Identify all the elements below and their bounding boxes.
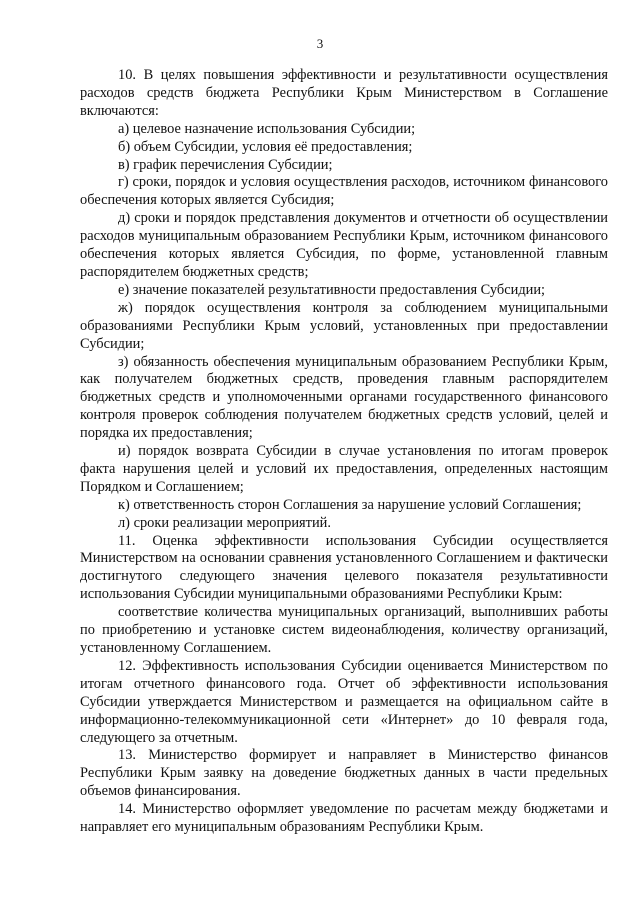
list-item-v: в) график перечисления Субсидии; (118, 156, 333, 173)
list-item-k: к) ответственность сторон Соглашения за нарушение условий Соглашения; (118, 496, 582, 513)
document-body (80, 67, 608, 837)
page-number: 3 (316, 36, 324, 51)
list-item-a: а) целевое назначение использования Субсидии; (118, 120, 416, 137)
paragraph-14: 14. Министерство оформляет уведомление по расчетам между бюджетами и направляет его муниципальным образованиям Республики Крым. (80, 801, 608, 836)
list-item-g: г) сроки, порядок и условия осуществления расходов, источником финансового обеспечения которых является Субсидия; (80, 174, 608, 209)
paragraph-12: 12. Эффективность использования Субсидии оценивается Министерством по итогам отчетного финансового года. Отчет об эффективности использования Субсидии утверждается Министерством и размещается на официальном сайте в информационно-телекоммуникационной сети «Интернет» до 10 февраля года, следующего за отчетным. (80, 657, 608, 746)
list-item-b: б) объем Субсидии, условия её предоставления; (118, 138, 413, 155)
list-item-z: з) обязанность обеспечения муниципальным образованием Республики Крым, как получателем бюджетных средств, проведения главным распорядителем бюджетных средств и уполномоченными органами государственного финансового контроля проверок соблюдения получателем бюджетных средств условий, целей и порядка их предоставления; (80, 353, 608, 442)
paragraph-11: 11. Оценка эффективности использования Субсидии осуществляется Министерством на основании сравнения установленного Соглашением и фактически достигнутого следующего значения целевого показателя результативности использования Субсидии муниципальными образованиями Республики Крым: (80, 532, 608, 603)
list-item-zh: ж) порядок осуществления контроля за соблюдением муниципальными образованиями Республики Крым условий, установленных при предоставлении Субсидии; (80, 299, 608, 352)
paragraph-13: 13. Министерство формирует и направляет в Министерство финансов Республики Крым заявку на доведение бюджетных данных в части предельных объемов финансирования. (80, 747, 608, 800)
list-item-d: д) сроки и порядок представления документов и отчетности об осуществлении расходов муниципальным образованием Республики Крым, источником финансового обеспечения которых является Субсидия, по форме, установленной главным распорядителем бюджетных средств; (80, 210, 608, 280)
paragraph-11-indicator: соответствие количества муниципальных организаций, выполнивших работы по приобретению и установке систем видеонаблюдения, количеству организаций, установленному Соглашением. (80, 604, 608, 656)
list-item-l: л) сроки реализации мероприятий. (118, 514, 331, 531)
paragraph-10-intro: 10. В целях повышения эффективности и результативности осуществления расходов средств бюджета Республики Крым Министерством в Соглашение включаются: (80, 67, 608, 119)
list-item-i: и) порядок возврата Субсидии в случае установления по итогам проверок факта нарушения целей и условий их предоставления, определенных настоящим Порядком и Соглашением; (80, 443, 608, 495)
list-item-e: е) значение показателей результативности предоставления Субсидии; (118, 281, 546, 298)
